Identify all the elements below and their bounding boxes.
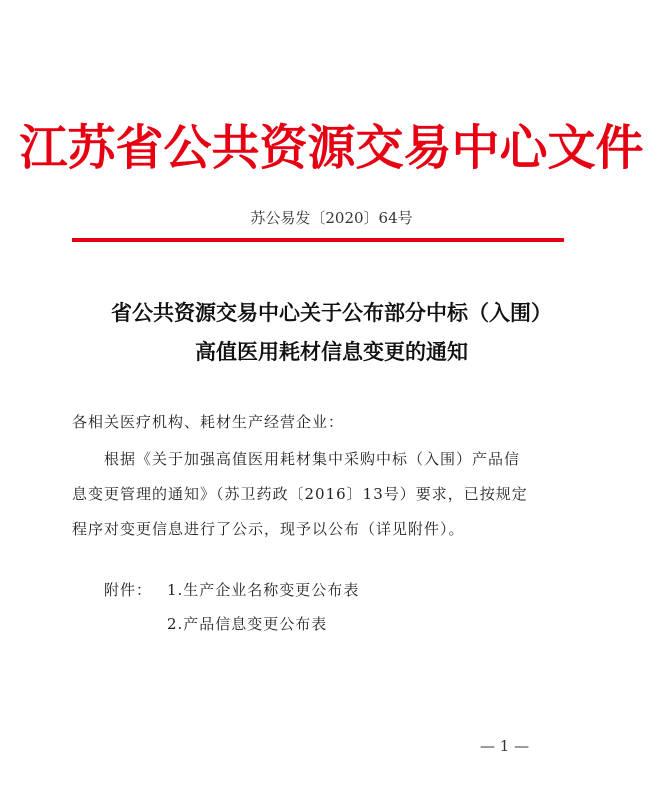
attachment-item: 2.产品信息变更公布表: [167, 615, 328, 633]
header-divider-line: [72, 238, 564, 242]
body-paragraph-line: 程序对变更信息进行了公示，现予以公布（详见附件）。: [72, 520, 465, 538]
document-header-title: 江苏省公共资源交易中心文件: [19, 120, 644, 176]
body-paragraph-line: 根据《关于加强高值医用耗材集中采购中标（入围）产品信: [104, 450, 521, 468]
attachments-label: 附件：: [104, 581, 153, 599]
attachment-item: 1.生产企业名称变更公布表: [167, 581, 360, 599]
document-number: 苏公易发〔2020〕64号: [250, 209, 413, 227]
notice-title-line-2: 高值医用耗材信息变更的通知: [195, 340, 468, 364]
body-paragraph-line: 息变更管理的通知》（苏卫药政〔2016〕13号）要求，已按规定: [72, 485, 528, 503]
page-number: — 1 —: [480, 737, 530, 755]
notice-title-line-1: 省公共资源交易中心关于公布部分中标（入围）: [111, 301, 552, 325]
salutation: 各相关医疗机构、耗材生产经营企业：: [72, 413, 345, 431]
